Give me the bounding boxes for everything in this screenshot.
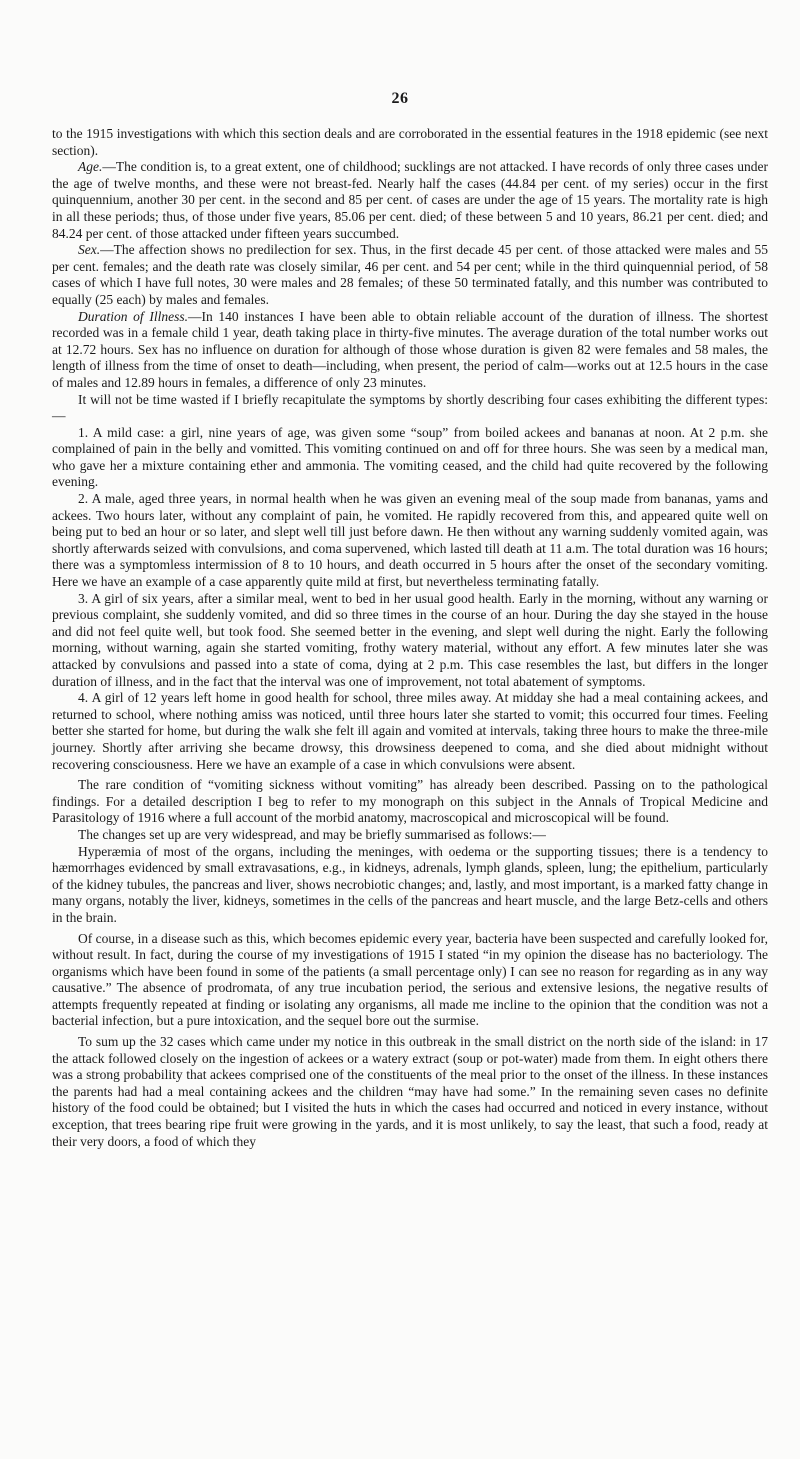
paragraph-recapitulate: It will not be time wasted if I briefly recapitulate the symptoms by shortly describing four cases exhibiting the different types:— — [52, 391, 768, 424]
paragraph-case-4: 4. A girl of 12 years left home in good health for school, three miles away. At midday she had a meal containing ackees, and returned to school, where nothing amiss was noticed, until three hours later she started to vomit; this occurred four times. Feeling better she started for home, but during the walk she felt ill again and vomited at intervals, taking three hours to make the three-mile journey. Shortly after arriving she became drowsy, this drowsiness deepened to coma, and she died about midnight without recovering consciousness. Here we have an example of a case in which convulsions were absent. — [52, 690, 768, 772]
paragraph-duration: Duration of Illness.—In 140 instances I have been able to obtain reliable account of the duration of illness. The shortest recorded was in a female child 1 year, death taking place in thirty-five minutes. The average duration of the total number works out at 12.72 hours. Sex has no influence on duration for although of those whose duration is given 82 were females and 58 males, the length of illness from the time of onset to death—including, when present, the period of calm—works out at 12.5 hours in the case of males and 12.89 hours in females, a difference of only 23 minutes. — [52, 308, 768, 390]
paragraph-rare-condition: The rare condition of “vomiting sickness without vomiting” has already been described. Passing on to the pathological findings. For a detailed description I beg to refer to my monograph on this subject in the Annals of Tropical Medicine and Parasitology of 1916 where a full account of the morbid anatomy, macroscopical and microscopical will be found. — [52, 777, 768, 826]
section-heading-sex: Sex. — [78, 242, 101, 258]
section-heading-duration: Duration of Illness. — [78, 308, 188, 324]
paragraph-bacteriology: Of course, in a disease such as this, which becomes epidemic every year, bacteria have been suspected and carefully looked for, without result. In fact, during the course of my investigations of 1915 I stated “in my opinion the disease has no bacteriology. The organisms which have been found in some of the patients (a small percentage only) I can see no reason for regarding as in any way causative.” The absence of prodromata, of any true incubation period, the serious and extensive lesions, the negative results of attempts frequently repeated at finding or isolating any organisms, all made me incline to the opinion that the condition was not a bacterial infection, but a pure intoxication, and the sequel bore out the surmise. — [52, 930, 768, 1029]
paragraph-age: Age.—The condition is, to a great extent, one of childhood; sucklings are not attacked. I have records of only three cases under the age of twelve months, and these were not breast-fed. Nearly half the cases (44.84 per cent. of my series) occur in the first quinquennium, another 30 per cent. in the second and 85 per cent. of cases are under the age of 15 years. The mortality rate is high in all these periods; thus, of those under five years, 85.06 per cent. died; of these between 5 and 10 years, 86.21 per cent. died; and 84.24 per cent. of those attacked under fifteen years succumbed. — [52, 159, 768, 241]
section-heading-age: Age. — [78, 159, 103, 175]
paragraph-changes: The changes set up are very widespread, and may be briefly summarised as follows:— — [78, 826, 546, 842]
body-text — [52, 126, 768, 1150]
paragraph-case-2: 2. A male, aged three years, in normal health when he was given an evening meal of the soup made from bananas, yams and ackees. Two hours later, without any complaint of pain, he vomited. He rapidly recovered from this, and appeared quite well on being put to bed an hour or so later, and slept well till just before dawn. He then without any warning suddenly vomited again, was shortly afterwards seized with convulsions, and coma supervened, which lasted till death at 11 a.m. The total duration was 16 hours; there was a symptomless intermission of 8 to 10 hours, and death occurred in 5 hours after the onset of the secondary vomiting. Here we have an example of a case apparently quite mild at first, but nevertheless terminating fatally. — [52, 491, 768, 590]
page-number: 26 — [391, 90, 409, 107]
paragraph-continuation: to the 1915 investigations with which this section deals and are corroborated in the essential features in the 1918 epidemic (see next section). — [52, 126, 768, 158]
paragraph-sex: Sex.—The affection shows no predilection for sex. Thus, in the first decade 45 per cent. of those attacked were males and 55 per cent. females; and the death rate was closely similar, 46 per cent. and 54 per cent; while in the third quinquennial period, of 58 cases of which I have full notes, 30 were males and 28 females; of these 50 terminated fatally, and this number was contributed to equally (25 each) by males and females. — [52, 242, 768, 307]
paragraph-case-1: 1. A mild case: a girl, nine years of age, was given some “soup” from boiled ackees and bananas at noon. At 2 p.m. she complained of pain in the belly and vomitted. This vomiting continued on and off for three hours. She was seen by a medical man, who gave her a mixture containing ether and ammonia. The vomiting ceased, and the child had quite recovered by the following evening. — [52, 424, 768, 490]
paragraph-summary: To sum up the 32 cases which came under my notice in this outbreak in the small district on the north side of the island: in 17 the attack followed closely on the ingestion of ackees or a watery extract (soup or pot-water) made from them. In eight others there was a strong probability that ackees comprised one of the constituents of the meal prior to the onset of the illness. In these instances the parents had had a meal containing ackees and the children “may have had some.” In the remaining seven cases no definite history of the food could be obtained; but I visited the huts in which the cases had occurred and noticed in every instance, without exception, that trees bearing ripe fruit were growing in the yards, and it is most unlikely, to say the least, that such a food, ready at their very doors, a food of which they — [52, 1034, 768, 1149]
paragraph-hyperaemia: Hyperæmia of most of the organs, including the meninges, with oedema or the supporting tissues; there is a tendency to hæmorrhages evidenced by small extravasations, e.g., in kidneys, adrenals, lymph glands, spleen, lung; the epithelium, particularly of the kidney tubules, the pancreas and liver, shows necrobiotic changes; and, lastly, and most important, is a marked fatty change in many organs, notably the liver, kidneys, sometimes in the cells of the pancreas and heart muscle, and the large Betz-cells and others in the brain. — [52, 843, 768, 925]
paragraph-case-3: 3. A girl of six years, after a similar meal, went to bed in her usual good health. Early in the morning, without any warning or previous complaint, she suddenly vomited, and did so three times in the course of an hour. During the day she stayed in the house and did not feel quite well, but took food. She seemed better in the evening, and slept well during the night. Early the following morning, without warning, again she started vomiting, frothy watery material, without any effort. A few minutes later she was attacked by convulsions and passed into a state of coma, dying at 2 p.m. This case resembles the last, but differs in the longer duration of illness, and in the fact that the interval was one of improvement, not total abatement of symptoms. — [52, 590, 768, 689]
